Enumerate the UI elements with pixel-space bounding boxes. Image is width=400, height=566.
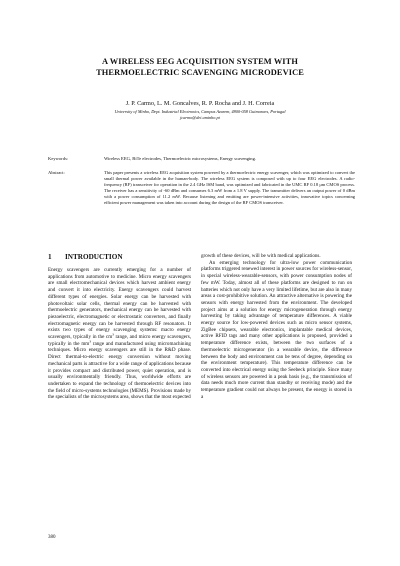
keywords-label: Keywords: [48,156,69,161]
body-column-left [48,267,191,401]
author-list: J. P. Carmo, L. M. Goncalves, R. P. Rocha and J. H. Correia [125,100,275,107]
section-title: INTRODUCTION [65,253,123,261]
section-heading [48,253,123,262]
affiliation-block [0,109,400,120]
abstract-label: Abstract: [48,170,65,175]
affiliation: University of Minho, Dept. Industrial Electronics, Campus Azurem, 4800-058 Guimaraes, Portugal [114,109,286,114]
abstract-text: This paper presents a wireless EEG acquisition system powered by a thermoelectric energy scavenger, which was optimized to convert the small thermal power available in the human-body. The wireless EEG system is composed with up to four EEG electrodes. A radio-frequency (RF) transceiver for operation in the 2.4 GHz ISM band, was optimized and fabricated in the UMC RF 0.18 μm CMOS process. The receiver has a sensitivity of -60 dBm and consumes 6.3 mW from a 1.8 V supply. The transmitter delivers an output power of 0 dBm with a power consumption of 11.2 mW. Because listening and emitting are power-intensive activities, innovative topics concerning efficient power management was taken into account during the design of the RF CMOS transceiver. [104,170,355,206]
paragraph-right-2: An emerging technology for ultra-low power communication platforms triggered renewed interest in power sources for wireless-sensor, in special wireless-wearable-sensors, with power consumption nodes of few mW. Today, almost all of these platforms are designed to run on batteries which not only have a very limited lifetime, but are also in many areas a cost-prohibitive solution. An attractive alternative is powering the sensors with energy harvested from the environment. The developed project aims at a solution for energy microgeneration through energy harvesting by taking advantage of temperature differences. A viable energy source for low-powered devices such as micro sensor systems, ZigBee chipsets, wearable electronics, implantable medical devices, active RFID tags and many other applications is proposed, provided a temperature difference exists, between the two surfaces of a thermoelectric microgenerator (in a wearable device, the difference between the body and environment can be tens of degree, depending on the environment temperature). This temperature difference can be converted into electrical energy using the Seebeck principle. Since many of wireless sensors are powered in a peak basis (e.g., the transmission of data needs much more current than standby or receiving mode) and the temperature gradient could not always be present, the energy is stored in a [201,259,352,400]
paragraph-text: Energy scavengers are currently emerging for a number of applications from automotive to medicine. Micro energy scavengers are small electromechanical devices which harvest ambient energy and convert it into electricity. Energy scavengers could harvest different types of energies. Solar energy can be harvested with photovoltaic solar cells, thermal energy can be harvested with thermoelectric generators, mechanical energy can be harvested with piezoelectric, electromagnetic or electrostatic converters, and finally electromagnetic energy can be harvested through RF resonators. It exists two types of energy scavenging systems: macro energy scavengers, typically in the cm [48,267,191,341]
body-column-right [201,253,352,400]
superscript: 3 [112,332,114,337]
page-number: 380 [48,535,56,540]
author-email: jcarmo@dei.uminho.pt [180,114,220,120]
keywords-text: Wireless EEG, BiTe electrodes, Thermoelectric microsystems, Energy scavenging. [104,156,257,161]
title-line-1: A WIRELESS EEG ACQUISITION SYSTEM WITH [102,57,298,66]
superscript: 3 [89,339,92,344]
title-line-2: THERMOELECTRIC SCAVENGING MICRODEVICE [96,67,304,77]
paper-title [0,57,400,78]
paragraph-text: range and manufactured using micromachining techniques. Micro energy scavengers are still in the R&D phase. Direct thermal-to-electric energy conversion without moving mechanical parts is attractive for a wide range of applications because it provides compact and distributed power, quiet operation, and is usually environmentally friendly. Thus, worldwide efforts are undertaken to expand the technology of thermoelectric devices into the field of micro-systems technologies (MEMS). Provisions made by the specialists of the microsystems area, shows that the most expected [48,340,191,401]
section-number: 1 [48,253,52,261]
paragraph-left-1 [48,267,191,401]
paragraph-text: range, and micro energy scavengers, typically in the mm [48,334,191,347]
paragraph-right-1: growth of these devices, will be with medical applications. [201,253,321,259]
